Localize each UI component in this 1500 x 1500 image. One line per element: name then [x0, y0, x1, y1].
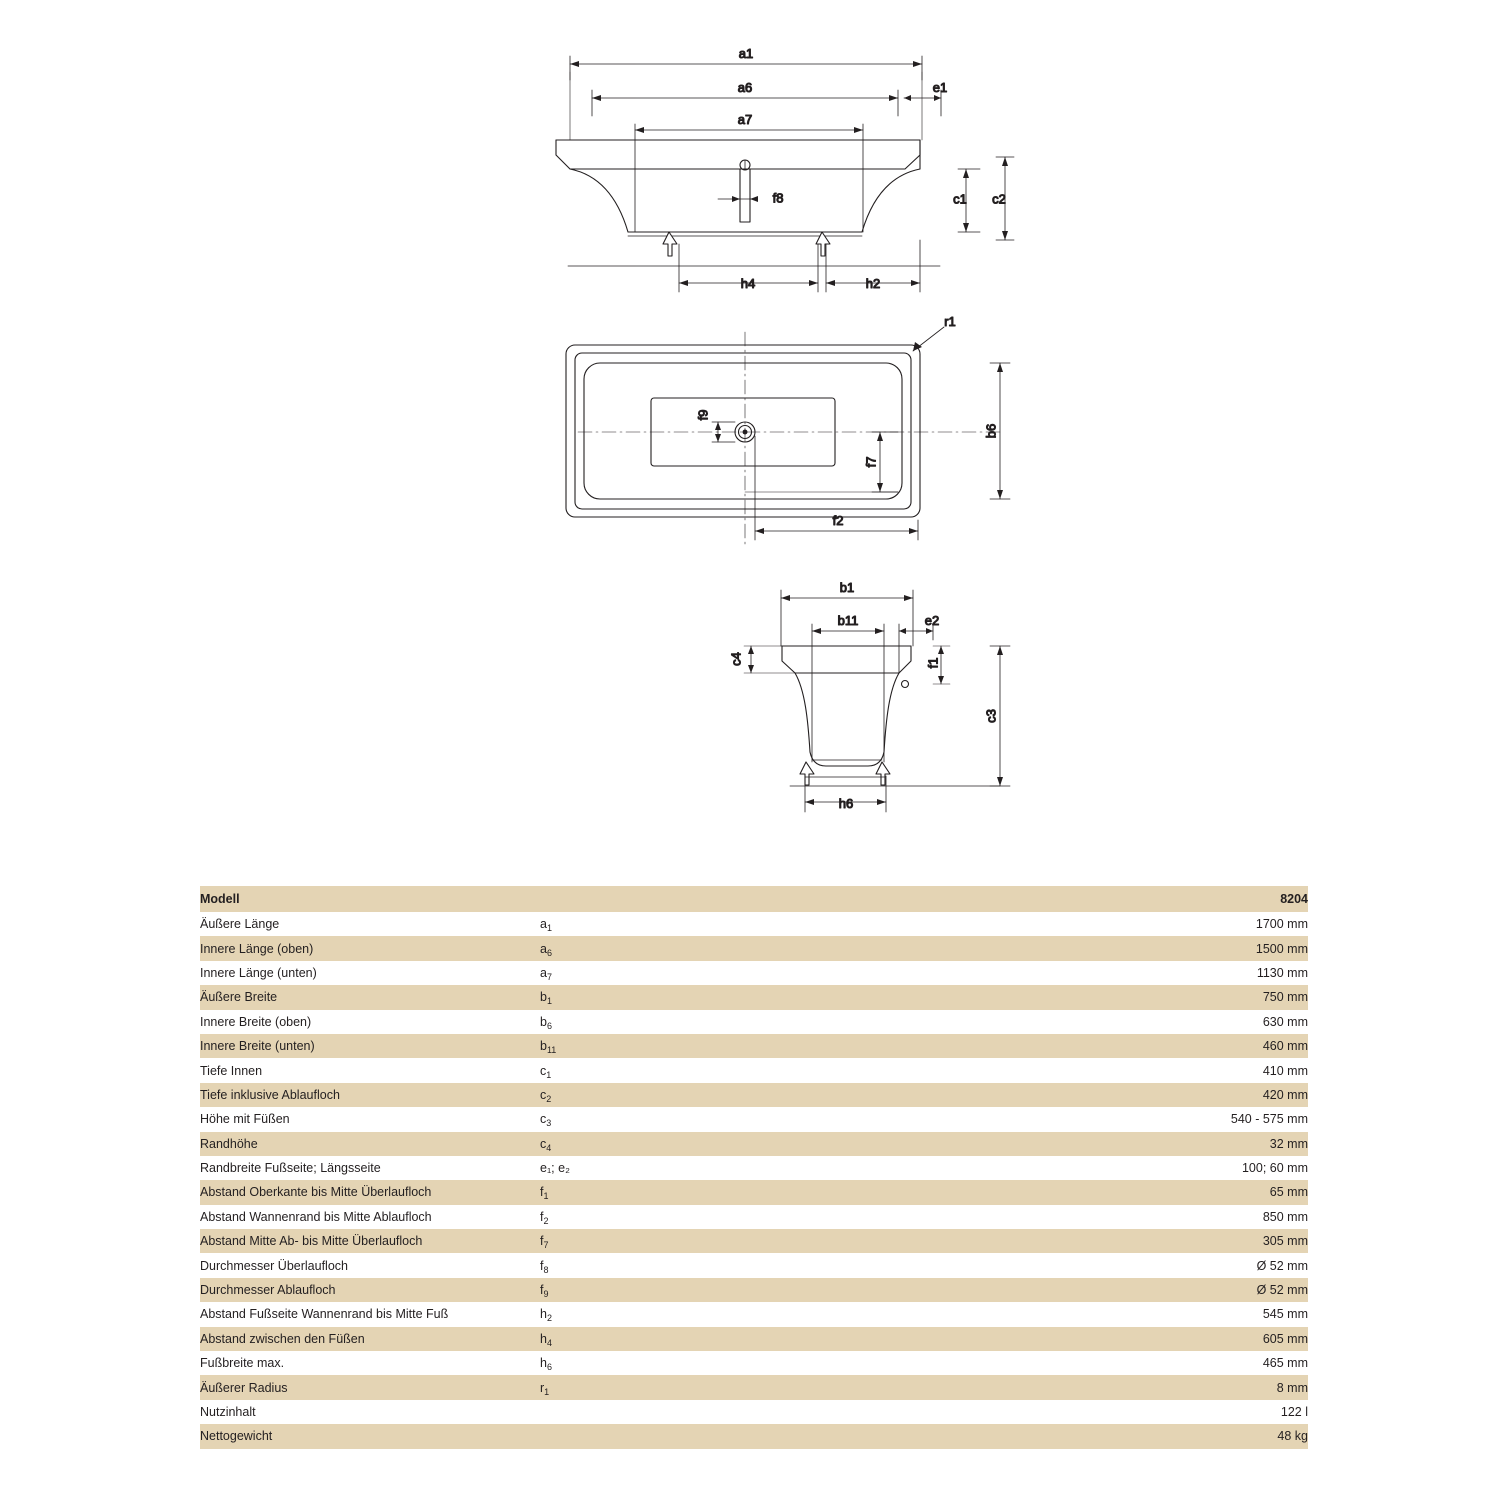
row-symbol: $f_9$	[540, 1278, 870, 1302]
table-row	[200, 1205, 1308, 1229]
row-symbol: $c_2$	[540, 1083, 870, 1107]
header-label: Modell	[200, 886, 540, 912]
dim-label-c2: c2	[992, 191, 1006, 207]
row-value: 465 mm	[1262, 1356, 1308, 1371]
dim-label-a6: a6	[737, 80, 753, 95]
table-row	[200, 1132, 1308, 1156]
row-value: 850 mm	[1262, 1209, 1308, 1224]
row-value: 545 mm	[1262, 1307, 1308, 1322]
row-label: Äußere Länge	[200, 917, 280, 932]
table-row	[200, 1034, 1308, 1058]
row-symbol: $f_1$	[540, 1180, 870, 1204]
table-row	[200, 1229, 1308, 1253]
row-label: Innere Länge (oben)	[200, 936, 540, 960]
dim-label-f8: f8	[772, 190, 784, 206]
row-label: Innere Länge (unten)	[200, 965, 317, 980]
row-value: 1500 mm	[870, 936, 1308, 960]
dim-label-h2: h2	[865, 276, 881, 291]
specification-table	[200, 886, 1308, 1449]
row-label: Randhöhe	[200, 1132, 540, 1156]
row-value: Ø 52 mm	[870, 1278, 1308, 1302]
row-value: 460 mm	[870, 1034, 1308, 1058]
dim-label-r1: r1	[944, 314, 956, 329]
row-symbol: $h_6$	[540, 1356, 552, 1373]
row-value: 750 mm	[870, 985, 1308, 1009]
side-view-drawing	[556, 46, 1014, 292]
row-symbol: $b_6$	[540, 1014, 552, 1031]
row-symbol: $c_3$	[540, 1112, 552, 1129]
row-symbol: $f_8$	[540, 1258, 549, 1275]
table-row	[200, 1180, 1308, 1204]
dim-label-h6: h6	[838, 796, 854, 811]
row-value: 32 mm	[870, 1132, 1308, 1156]
row-value: 305 mm	[870, 1229, 1308, 1253]
row-value: 65 mm	[870, 1180, 1308, 1204]
dim-label-f9: f9	[695, 409, 711, 421]
table-row	[200, 1302, 1308, 1326]
table-row	[200, 912, 1308, 936]
row-symbol: $a_7$	[540, 965, 552, 982]
table-row	[200, 1327, 1308, 1351]
row-value: Ø 52 mm	[1256, 1258, 1308, 1273]
row-value: 1130 mm	[1256, 965, 1308, 980]
table-row	[200, 1083, 1308, 1107]
table-row	[200, 1278, 1308, 1302]
row-symbol: $b_{11}$	[540, 1034, 870, 1058]
table-row	[200, 985, 1308, 1009]
dim-label-c3: c3	[983, 709, 999, 723]
row-symbol: $c_4$	[540, 1132, 870, 1156]
row-symbol: $b_1$	[540, 985, 870, 1009]
front-view-drawing	[728, 580, 1010, 812]
table-row	[200, 1375, 1308, 1399]
row-symbol: $a_1$	[540, 917, 552, 934]
header-symbol	[540, 886, 870, 912]
row-value: 630 mm	[1262, 1014, 1308, 1029]
dim-label-c1: c1	[953, 191, 967, 207]
row-symbol	[540, 1424, 870, 1448]
table-row	[200, 1156, 1308, 1180]
row-value: 100; 60 mm	[1241, 1161, 1308, 1176]
row-label: Nutzinhalt	[200, 1405, 256, 1419]
row-value: 410 mm	[1262, 1063, 1308, 1078]
row-value: 1700 mm	[1255, 917, 1308, 932]
row-label: Abstand Fußseite Wannenrand bis Mitte Fuß	[200, 1307, 449, 1322]
table-row	[200, 1424, 1308, 1448]
row-label: Innere Breite (oben)	[200, 1014, 312, 1029]
row-symbol: e₁; e₂	[540, 1161, 570, 1176]
table-row	[200, 1107, 1308, 1131]
dim-label-b6: b6	[983, 423, 999, 439]
table-row	[200, 1253, 1308, 1277]
row-symbol: $h_4$	[540, 1327, 870, 1351]
table-row	[200, 1400, 1308, 1424]
row-label: Durchmesser Überlaufloch	[200, 1258, 348, 1273]
row-label: Innere Breite (unten)	[200, 1034, 540, 1058]
row-symbol: $a_6$	[540, 936, 870, 960]
row-label: Äußerer Radius	[200, 1375, 540, 1399]
row-label: Abstand Mitte Ab- bis Mitte Überlaufloch	[200, 1229, 540, 1253]
header-value: 8204	[870, 886, 1308, 912]
row-value: 540 - 575 mm	[1230, 1112, 1308, 1127]
row-symbol: $f_2$	[540, 1209, 549, 1226]
row-symbol: $r_1$	[540, 1375, 870, 1399]
dim-label-h4: h4	[740, 276, 756, 291]
dim-label-f2: f2	[832, 513, 844, 528]
row-symbol	[540, 1400, 870, 1424]
row-label: Fußbreite max.	[200, 1356, 285, 1371]
row-label: Äußere Breite	[200, 985, 540, 1009]
table-header-row	[200, 886, 1308, 912]
dim-label-a1: a1	[738, 46, 754, 61]
row-symbol: $c_1$	[540, 1063, 552, 1080]
table-row	[200, 961, 1308, 985]
dim-label-b11: b11	[837, 613, 859, 628]
row-label: Tiefe Innen	[200, 1063, 263, 1078]
row-label: Abstand Oberkante bis Mitte Überlaufloch	[200, 1180, 540, 1204]
row-symbol: $h_2$	[540, 1307, 552, 1324]
table-row	[200, 1351, 1308, 1375]
row-label: Nettogewicht	[200, 1424, 540, 1448]
row-value: 605 mm	[870, 1327, 1308, 1351]
dim-label-a7: a7	[737, 112, 753, 127]
row-label: Durchmesser Ablaufloch	[200, 1278, 540, 1302]
dim-label-c4: c4	[728, 652, 744, 666]
top-view-drawing	[566, 314, 1010, 548]
row-symbol: $f_7$	[540, 1229, 870, 1253]
table-row	[200, 1058, 1308, 1082]
table-row	[200, 1010, 1308, 1034]
table-row	[200, 936, 1308, 960]
dim-label-e1: e1	[932, 80, 948, 95]
row-value: 8 mm	[870, 1375, 1308, 1399]
row-label: Randbreite Fußseite; Längsseite	[200, 1161, 381, 1176]
dim-label-f7: f7	[863, 456, 879, 468]
row-label: Tiefe inklusive Ablaufloch	[200, 1083, 540, 1107]
row-label: Abstand Wannenrand bis Mitte Ablaufloch	[200, 1209, 432, 1224]
dim-label-e2: e2	[924, 613, 940, 628]
row-label: Abstand zwischen den Füßen	[200, 1327, 540, 1351]
dim-label-f1: f1	[925, 657, 941, 669]
row-value: 420 mm	[870, 1083, 1308, 1107]
row-label: Höhe mit Füßen	[200, 1112, 290, 1127]
row-value: 122 l	[1280, 1405, 1308, 1419]
dim-label-b1: b1	[839, 580, 855, 595]
row-value: 48 kg	[870, 1424, 1308, 1448]
